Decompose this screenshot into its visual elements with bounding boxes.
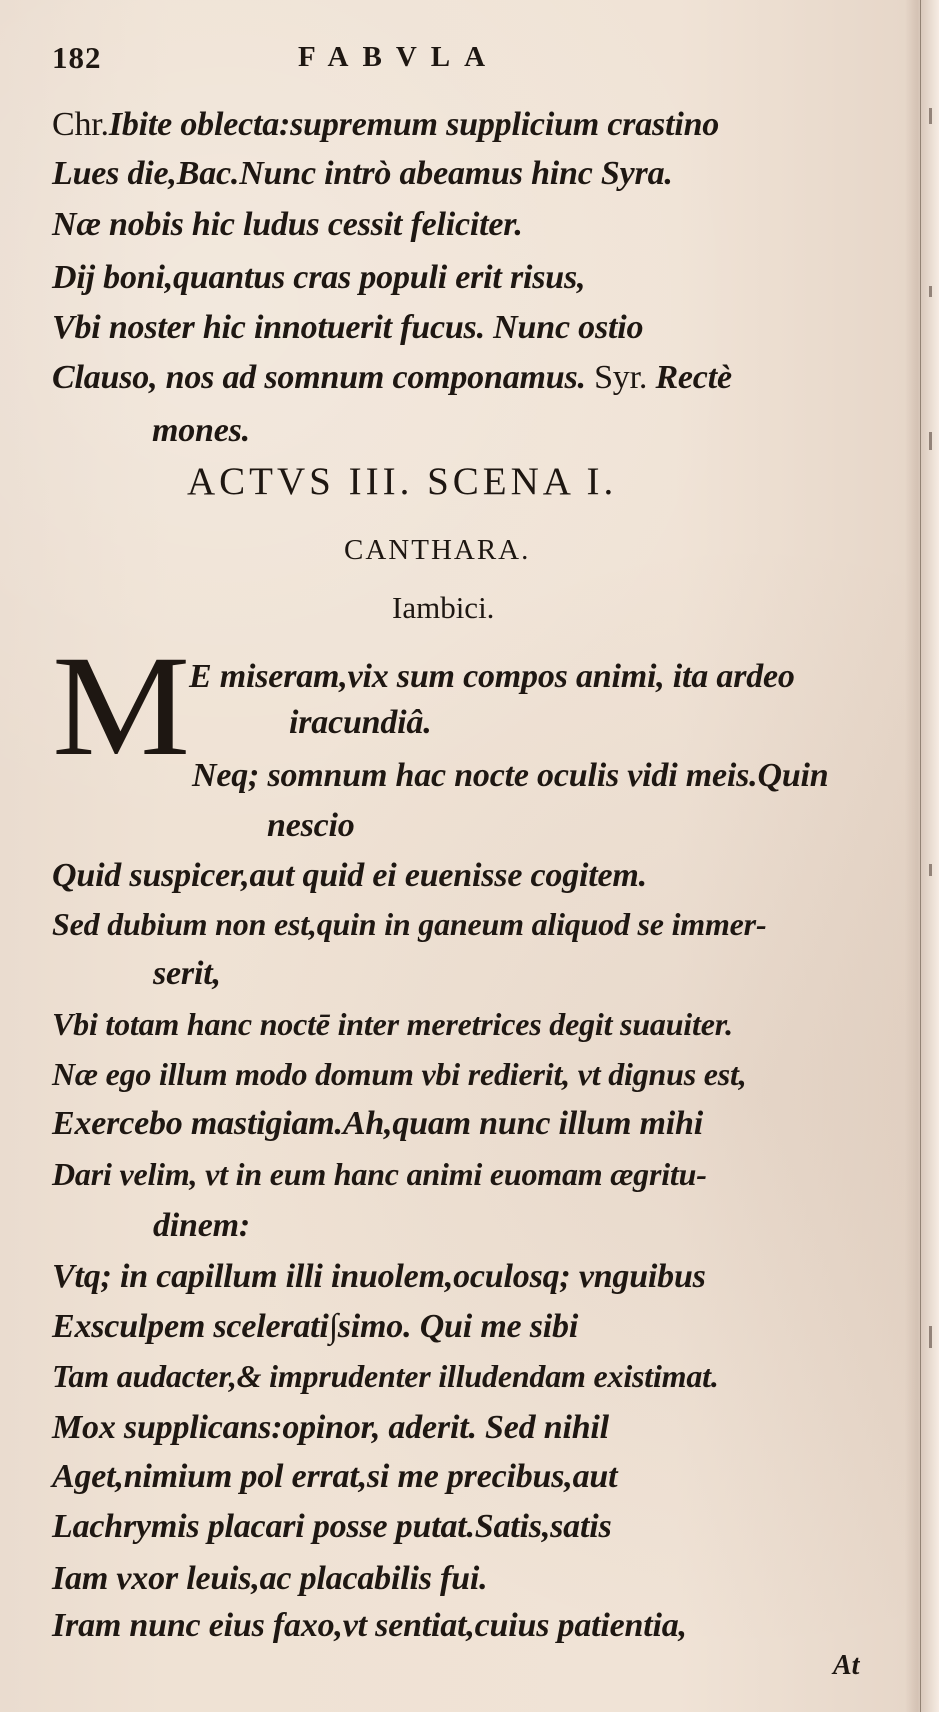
running-head: FABVLA: [298, 41, 500, 73]
page-number: 182: [52, 40, 102, 75]
text-line: dinem:: [153, 1207, 251, 1244]
text-line: E miseram,vix sum compos animi, ita ardeo: [189, 658, 795, 695]
text-line: Aget,nimium pol errat,si me precibus,aut: [52, 1458, 618, 1495]
text-line: mones.: [152, 412, 250, 449]
text-line: Vtq; in capillum illi inuolem,oculosq; vnguibus: [52, 1258, 706, 1295]
binding-edge-line: [920, 0, 921, 1712]
text-line: Lues die,Bac.Nunc intrò abeamus hinc Syra.: [52, 155, 673, 192]
text-line: Sed dubium non est,quin in ganeum aliquod se immer-: [52, 906, 767, 942]
speaker-heading: CANTHARA.: [344, 534, 531, 566]
page-header: [52, 40, 612, 82]
margin-mark: [929, 1326, 932, 1348]
text-line: Dij boni,quantus cras populi erit risus,: [52, 259, 586, 296]
text-line: Quid suspicer,aut quid ei euenisse cogitem.: [52, 857, 647, 894]
text-line: nescio: [267, 807, 355, 844]
line-text: Ibite oblecta:supremum supplicium crastino: [108, 106, 720, 143]
text-line: Mox supplicans:opinor, aderit. Sed nihil: [52, 1409, 609, 1446]
line-text: Clauso, nos ad somnum componamus.: [52, 359, 586, 396]
text-line: Iam vxor leuis,ac placabilis fui.: [52, 1560, 488, 1597]
text-line: Neq; somnum hac nocte oculis vidi meis.Quin: [192, 757, 829, 794]
line-text: Rectè: [655, 359, 732, 396]
text-line: Dari velim, vt in eum hanc animi euomam ægritu-: [52, 1156, 707, 1192]
text-line: Næ ego illum modo domum vbi redierit, vt dignus est,: [52, 1056, 747, 1092]
speaker-label: Syr.: [585, 359, 656, 396]
margin-mark: [929, 432, 932, 450]
text-line: Exercebo mastigiam.Ah,quam nunc illum mihi: [52, 1105, 703, 1142]
text-line: Vbi noster hic innotuerit fucus. Nunc ostio: [52, 309, 644, 346]
margin-mark: [929, 286, 932, 297]
text-line: iracundiâ.: [289, 704, 432, 741]
text-line: Exsculpem scelerati∫simo. Qui me sibi: [52, 1308, 579, 1345]
act-heading: ACTVS III. SCENA I.: [187, 460, 618, 503]
text-line: Lachrymis placari posse putat.Satis,satis: [52, 1508, 612, 1545]
text-line: Iram nunc eius faxo,vt sentiat,cuius patientia,: [52, 1607, 687, 1644]
margin-mark: [929, 108, 932, 124]
text-line: Næ nobis hic ludus cessit feliciter.: [52, 206, 523, 243]
text-line: serit,: [153, 955, 221, 992]
catchword: At: [833, 1650, 860, 1681]
margin-mark: [929, 864, 932, 876]
text-line: Vbi totam hanc noctē inter meretrices degit suauiter.: [52, 1006, 733, 1042]
speaker-label: Chr.: [52, 106, 109, 143]
text-line: [52, 108, 719, 142]
meter-heading: Iambici.: [392, 590, 495, 625]
text-line: Tam audacter,& imprudenter illudendam existimat.: [52, 1358, 719, 1394]
page-gutter: [905, 0, 939, 1712]
text-line: [52, 361, 732, 395]
drop-cap: M: [52, 627, 185, 786]
